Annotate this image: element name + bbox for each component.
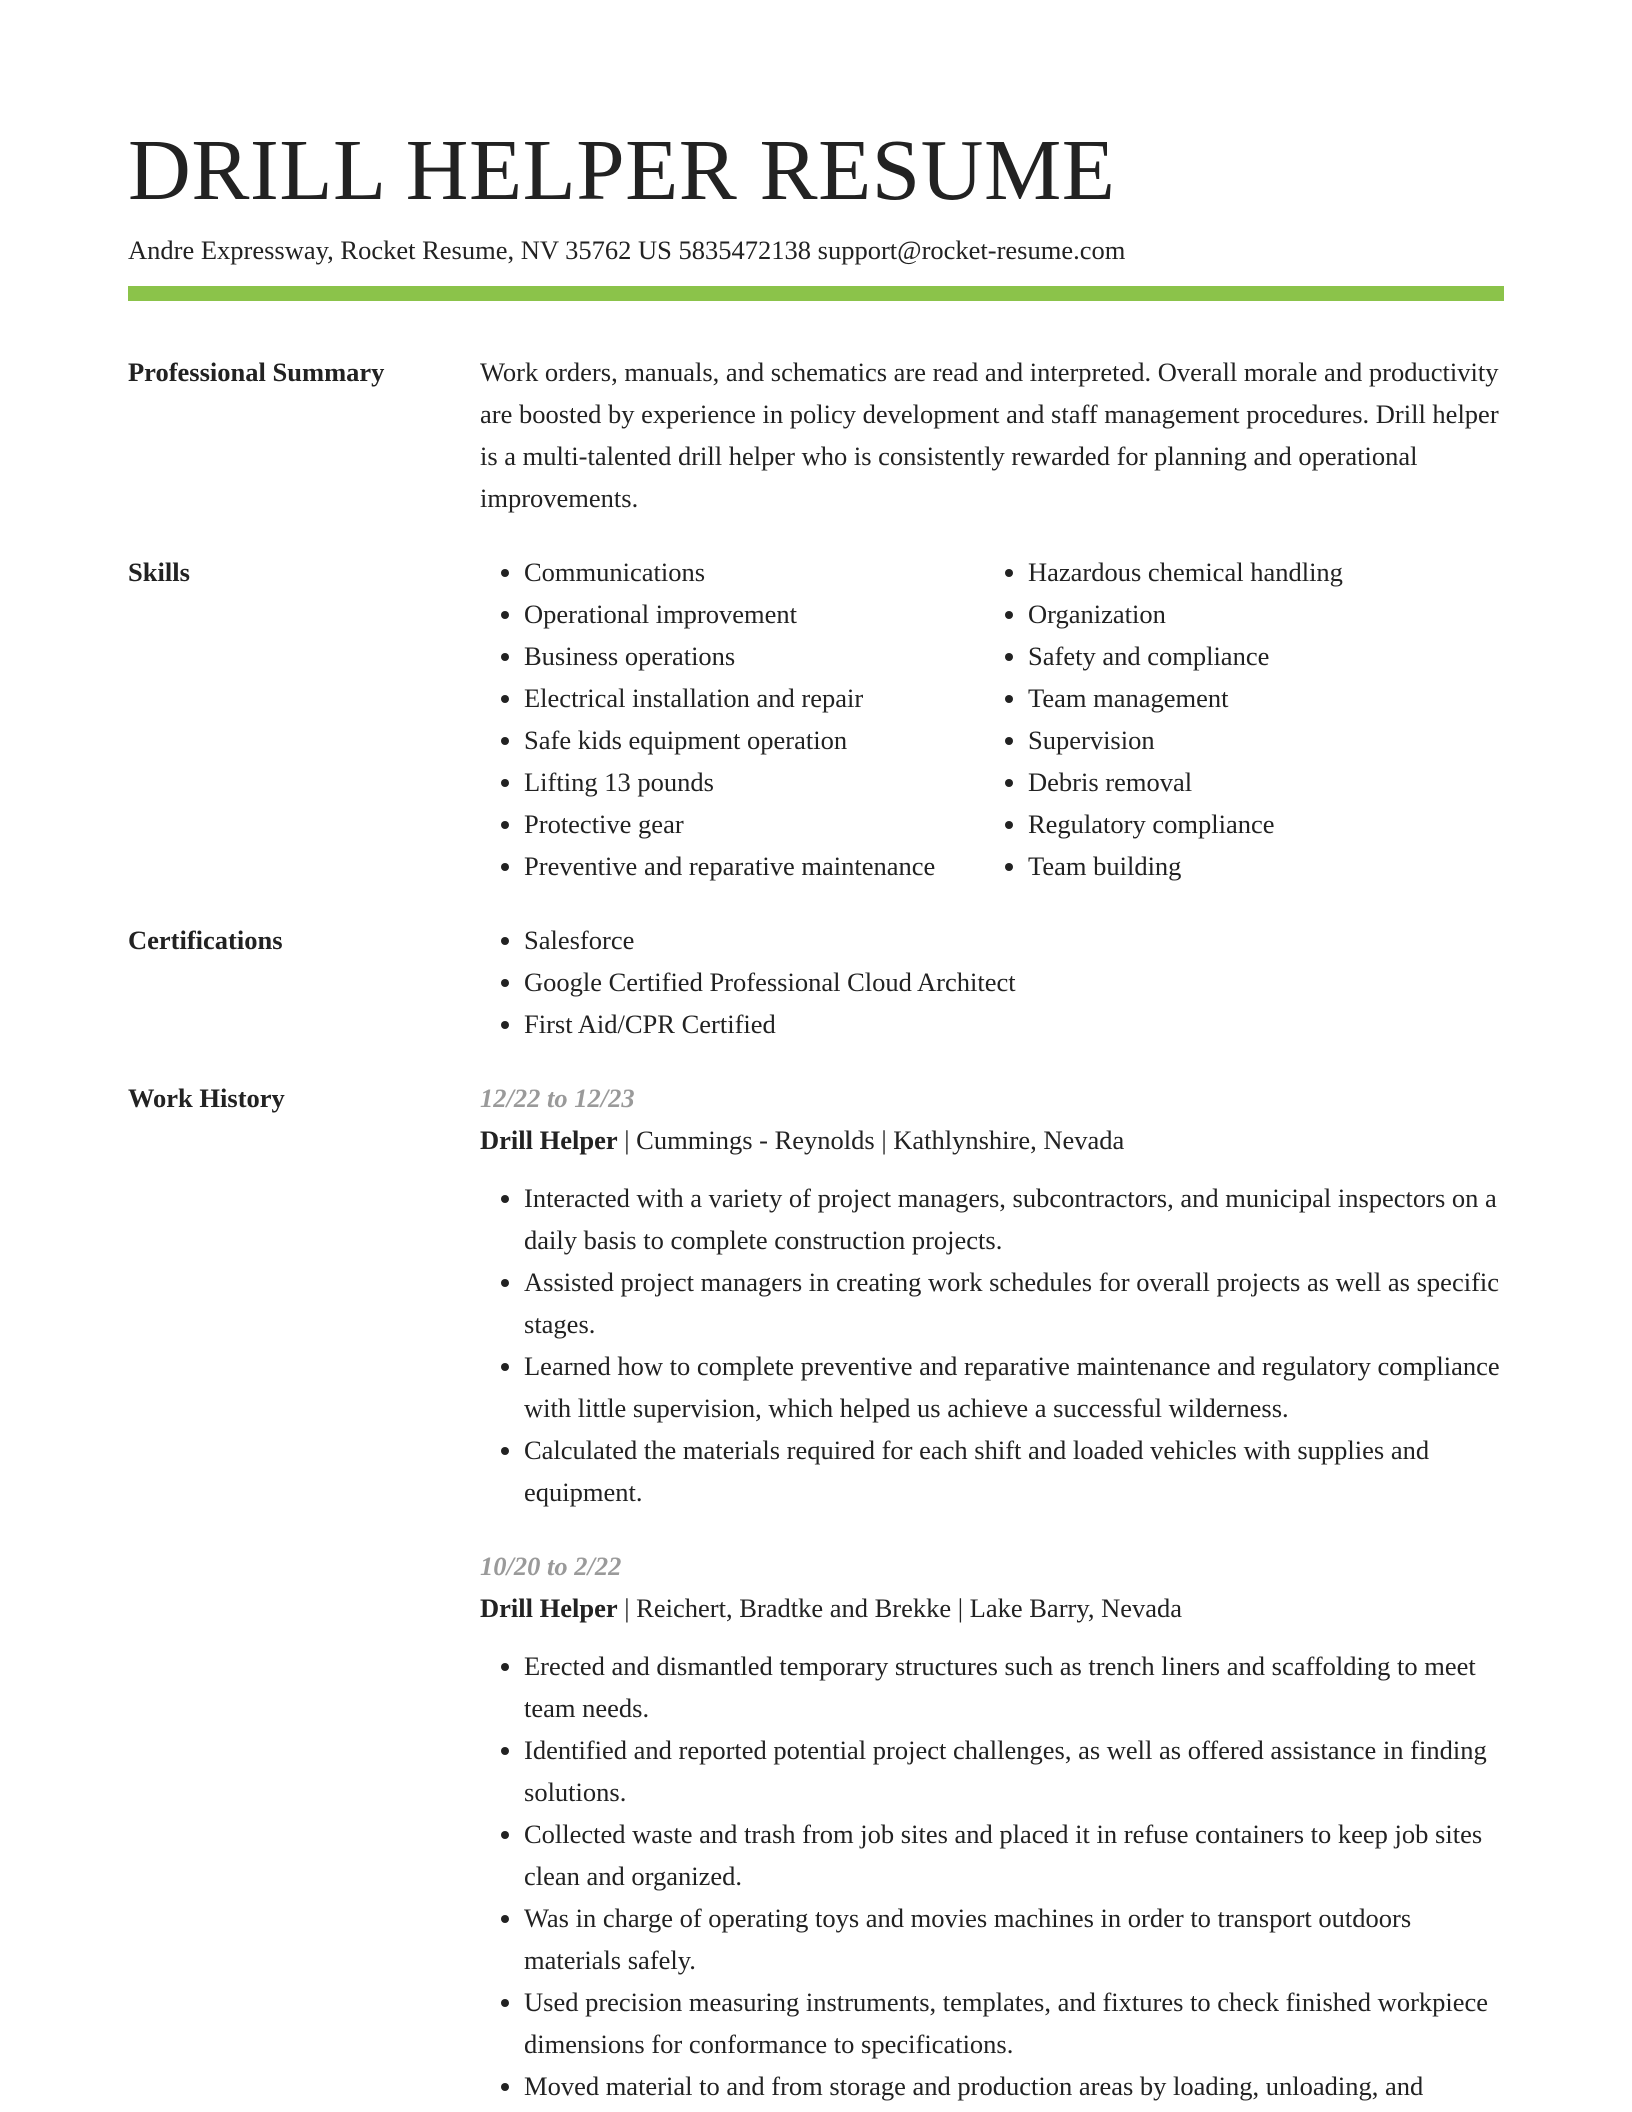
job-employer-location: | Reichert, Bradtke and Brekke | Lake Barry, Nevada xyxy=(617,1593,1183,1623)
job-date: 10/20 to 2/22 xyxy=(480,1551,622,1581)
summary-text: Work orders, manuals, and schematics are read and interpreted. Overall morale and productivity are boosted by experience in policy development and staff management procedures. Drill helper is a multi-talented drill helper who is consistently rewarded for planning and operational improvements. xyxy=(480,357,1499,513)
skills-section xyxy=(128,551,1504,887)
job-bullets xyxy=(480,1177,1504,1513)
job-bullet: • Erected and dismantled temporary structures such as trench liners and scaffolding to meet team needs. xyxy=(524,1645,1504,1729)
job-heading xyxy=(480,1119,1504,1161)
job-entry xyxy=(480,1545,1504,2107)
resume-title: DRILL HELPER RESUME xyxy=(128,121,1116,218)
job-bullets xyxy=(480,1645,1504,2107)
skills-label: Skills xyxy=(128,557,190,587)
skills-list-left xyxy=(480,551,984,887)
skill-item: • Safe kids equipment operation xyxy=(524,719,984,761)
skill-item: • Communications xyxy=(524,551,984,593)
job-date: 12/22 to 12/23 xyxy=(480,1083,635,1113)
job-title: Drill Helper xyxy=(480,1593,618,1623)
resume-page xyxy=(128,118,1504,2107)
job-employer-location: | Cummings - Reynolds | Kathlynshire, Nevada xyxy=(617,1125,1125,1155)
job-bullet: • Calculated the materials required for each shift and loaded vehicles with supplies and equipment. xyxy=(524,1429,1504,1513)
header-divider xyxy=(128,286,1504,301)
contact-line: Andre Expressway, Rocket Resume, NV 35762 US 5835472138 support@rocket-resume.com xyxy=(128,235,1126,265)
certifications-label: Certifications xyxy=(128,925,283,955)
skill-item: • Lifting 13 pounds xyxy=(524,761,984,803)
skill-item: • Debris removal xyxy=(1028,761,1343,803)
skill-item: • Business operations xyxy=(524,635,984,677)
certifications-section xyxy=(128,919,1504,1045)
skill-item: • Preventive and reparative maintenance xyxy=(524,845,984,887)
job-bullet: • Learned how to complete preventive and reparative maintenance and regulatory compliance with little supervision, which helped us achieve a successful wilderness. xyxy=(524,1345,1504,1429)
skill-item: • Hazardous chemical handling xyxy=(1028,551,1343,593)
skill-item: • Protective gear xyxy=(524,803,984,845)
skill-item: • Electrical installation and repair xyxy=(524,677,984,719)
job-bullet: • Identified and reported potential project challenges, as well as offered assistance in finding solutions. xyxy=(524,1729,1504,1813)
job-bullet: • Used precision measuring instruments, templates, and fixtures to check finished workpiece dimensions for conformance to specifications. xyxy=(524,1981,1504,2065)
job-bullet: • Interacted with a variety of project managers, subcontractors, and municipal inspectors on a daily basis to complete construction projects. xyxy=(524,1177,1504,1261)
skill-item: • Organization xyxy=(1028,593,1343,635)
skill-item: • Safety and compliance xyxy=(1028,635,1343,677)
skill-item: • Regulatory compliance xyxy=(1028,803,1343,845)
skills-list-right xyxy=(984,551,1343,887)
skill-item: • Team building xyxy=(1028,845,1343,887)
job-bullet: • Moved material to and from storage and production areas by loading, unloading, and xyxy=(524,2065,1504,2107)
skill-item: • Operational improvement xyxy=(524,593,984,635)
skill-item: • Team management xyxy=(1028,677,1343,719)
certification-item: • Salesforce xyxy=(524,919,1504,961)
work-history-section xyxy=(128,1077,1504,2107)
certifications-list xyxy=(480,919,1504,1045)
job-bullet: • Collected waste and trash from job sites and placed it in refuse containers to keep job sites clean and organized. xyxy=(524,1813,1504,1897)
summary-section xyxy=(128,351,1504,519)
work-history-label: Work History xyxy=(128,1083,285,1113)
certification-item: • First Aid/CPR Certified xyxy=(524,1003,1504,1045)
job-bullet: • Was in charge of operating toys and movies machines in order to transport outdoors materials safely. xyxy=(524,1897,1504,1981)
certification-item: • Google Certified Professional Cloud Architect xyxy=(524,961,1504,1003)
job-heading xyxy=(480,1587,1504,1629)
skill-item: • Supervision xyxy=(1028,719,1343,761)
job-title: Drill Helper xyxy=(480,1125,618,1155)
job-entry xyxy=(480,1077,1504,1513)
job-bullet: • Assisted project managers in creating work schedules for overall projects as well as specific stages. xyxy=(524,1261,1504,1345)
summary-label: Professional Summary xyxy=(128,357,385,387)
